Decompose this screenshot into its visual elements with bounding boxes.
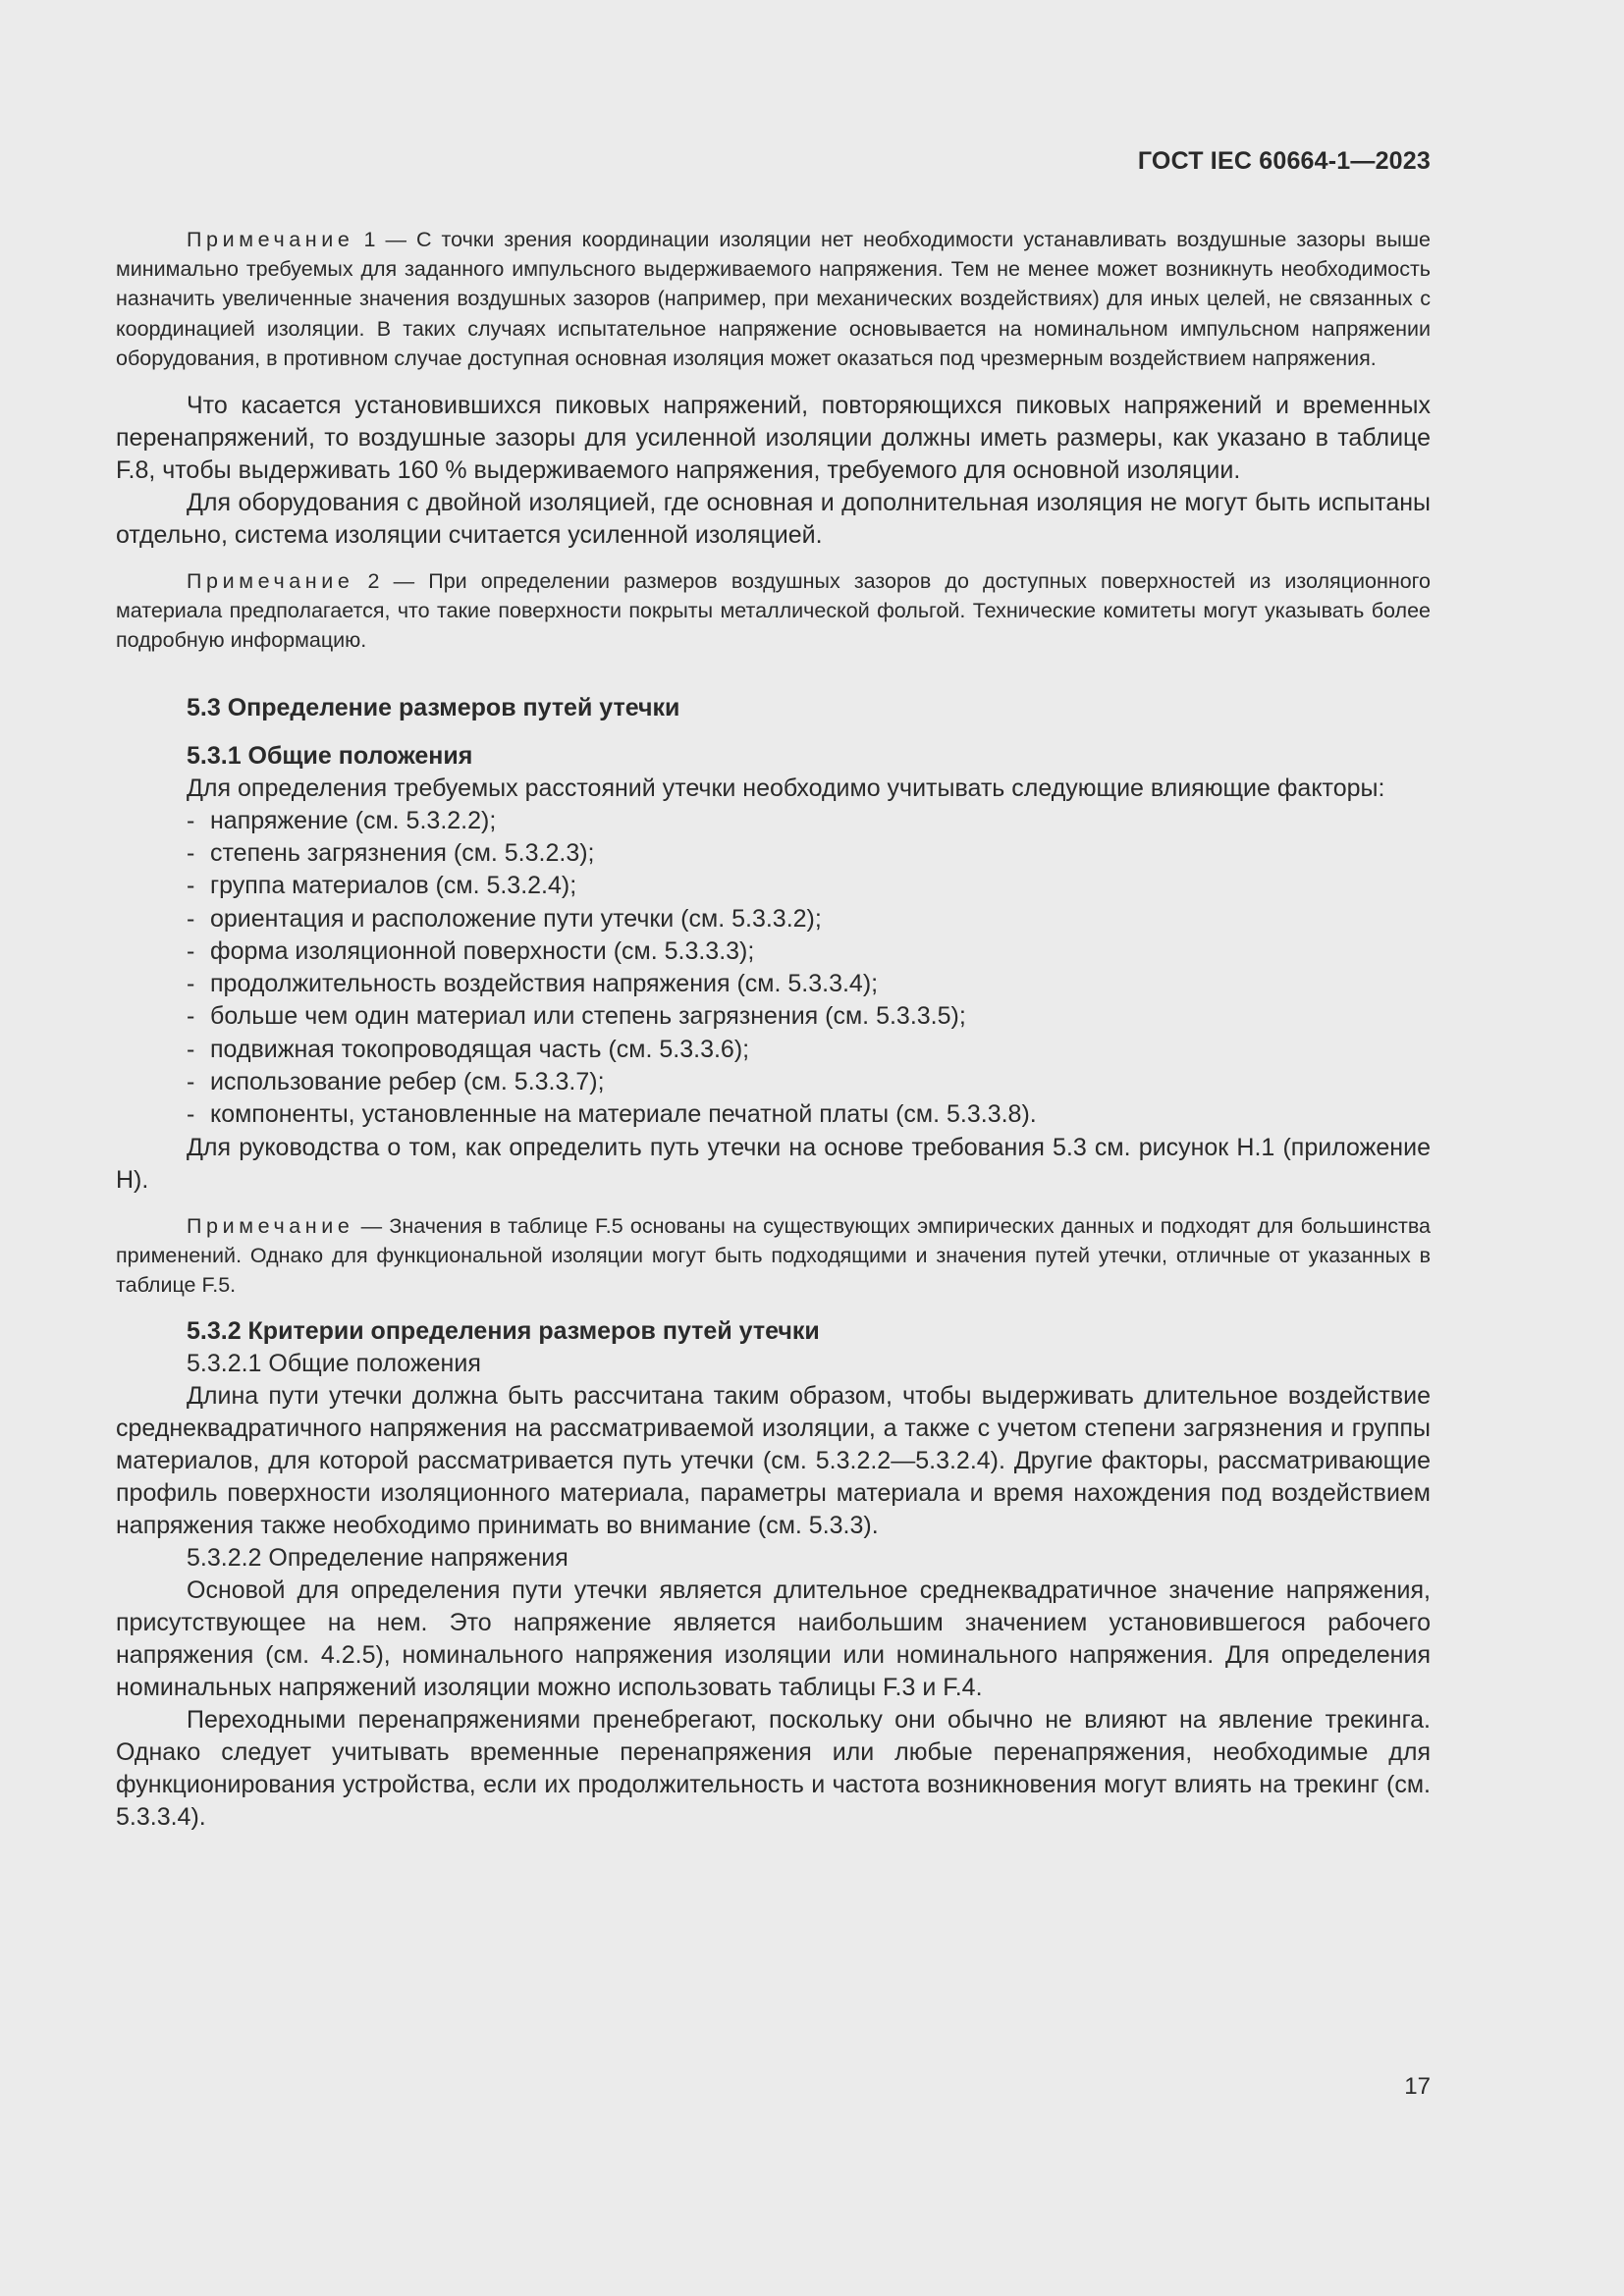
note-text: 2 — При определении размеров воздушных зазоров до доступных поверхностей из изоляционного материала предполагается, что такие поверхности покрыты металлической фольгой. Технические комитеты могут указывать более подробную информацию. — [116, 569, 1431, 653]
list-item: - больше чем один материал или степень загрязнения (см. 5.3.3.5); — [116, 1000, 1431, 1033]
influencing-factors-list — [116, 805, 1431, 1132]
note-2 — [116, 566, 1431, 656]
paragraph-double-insulation: Для оборудования с двойной изоляцией, где основная и дополнительная изоляция не могут быть испытаны отдельно, система изоляции считается усиленной изоляцией. — [116, 489, 1431, 550]
section-heading-5-3: 5.3 Определение размеров путей утечки — [187, 693, 680, 721]
list-item: - подвижная токопроводящая часть (см. 5.3.3.6); — [116, 1034, 1431, 1066]
subsection-heading-5-3-1: 5.3.1 Общие положения — [187, 741, 473, 770]
list-item: - компоненты, установленные на материале печатной платы (см. 5.3.3.8). — [116, 1098, 1431, 1131]
list-item: - группа материалов (см. 5.3.2.4); — [116, 870, 1431, 902]
note-text: 1 — С точки зрения координации изоляции нет необходимости устанавливать воздушные зазоры выше минимально требуемых для заданного импульсного выдерживаемого напряжения. Тем не менее может возникнуть необходимость назначить увеличенные значения воздушных зазоров (например, при механических воздействиях) для иных целей, не связанных с координацией изоляции. В таких случаях испытательное напряжение основывается на номинальном импульсном напряжении оборудования, в противном случае доступная основная изоляция может оказаться под чрезмерным воздействием напряжения. — [116, 228, 1431, 370]
list-item: - ориентация и расположение пути утечки (см. 5.3.3.2); — [116, 903, 1431, 935]
note-text: — Значения в таблице F.5 основаны на существующих эмпирических данных и подходят для большинства применений. Однако для функциональной изоляции могут быть подходящими и значения путей утечки, отличные от указанных в таблице F.5. — [116, 1213, 1431, 1297]
clause-heading-5-3-2-2: 5.3.2.2 Определение напряжения — [187, 1544, 568, 1573]
document-id-header: ГОСТ IEC 60664-1—2023 — [1137, 147, 1431, 175]
list-item: - степень загрязнения (см. 5.3.2.3); — [116, 837, 1431, 870]
paragraph-guide-reference: Для руководства о том, как определить путь утечки на основе требования 5.3 см. рисунок Н.1 (приложение Н). — [116, 1133, 1431, 1194]
paragraph-voltage-basis: Основой для определения пути утечки является длительное среднеквадратичное значение напряжения, присутствующее на нем. Это напряжение является наибольшим значением установившегося рабочего напряжения (см. 4.2.5), номинального напряжения изоляции или номинального напряжения. Для определения номинальных напряжений изоляции можно использовать таблицы F.3 и F.4. — [116, 1576, 1431, 1702]
subsection-heading-5-3-2: 5.3.2 Критерии определения размеров путей утечки — [187, 1317, 820, 1346]
note-3 — [116, 1211, 1431, 1301]
paragraph-peak-voltages: Что касается установившихся пиковых напряжений, повторяющихся пиковых напряжений и временных перенапряжений, то воздушные зазоры для усиленной изоляции должны иметь размеры, как указано в таблице F.8, чтобы выдерживать 160 % выдерживаемого напряжения, требуемого для основной изоляции. — [116, 392, 1431, 485]
list-item: - продолжительность воздействия напряжения (см. 5.3.3.4); — [116, 968, 1431, 1000]
clause-heading-5-3-2-1: 5.3.2.1 Общие положения — [187, 1350, 481, 1378]
list-item: - использование ребер (см. 5.3.3.7); — [116, 1066, 1431, 1098]
note-label: Примечание — [187, 228, 354, 251]
paragraph-transient-overvoltages: Переходными перенапряжениями пренебрегают, поскольку они обычно не влияют на явление трекинга. Однако следует учитывать временные перенапряжения или любые перенапряжения, необходимые для функционирования устройства, если их продолжительность и частота возникновения могут влиять на трекинг (см. 5.3.3.4). — [116, 1706, 1431, 1832]
list-item: - напряжение (см. 5.3.2.2); — [116, 805, 1431, 837]
note-label: Примечание — [187, 569, 354, 594]
paragraph-factors-intro: Для определения требуемых расстояний утечки необходимо учитывать следующие влияющие факторы: — [187, 774, 1385, 802]
list-item: - форма изоляционной поверхности (см. 5.3.3.3); — [116, 935, 1431, 968]
note-1 — [116, 225, 1431, 373]
paragraph-creepage-length: Длина пути утечки должна быть рассчитана таким образом, чтобы выдерживать длительное воздействие среднеквадратичного напряжения на рассматриваемой изоляции, а также с учетом степени загрязнения и группы материалов, для которой рассматривается путь утечки (см. 5.3.2.2—5.3.2.4). Другие факторы, рассматривающие профиль поверхности изоляционного материала, параметры материала и время нахождения под воздействием напряжения также необходимо принимать во внимание (см. 5.3.3). — [116, 1382, 1431, 1540]
page-number: 17 — [1404, 2073, 1431, 2100]
note-label: Примечание — [187, 1213, 354, 1238]
document-content — [116, 225, 1431, 1834]
